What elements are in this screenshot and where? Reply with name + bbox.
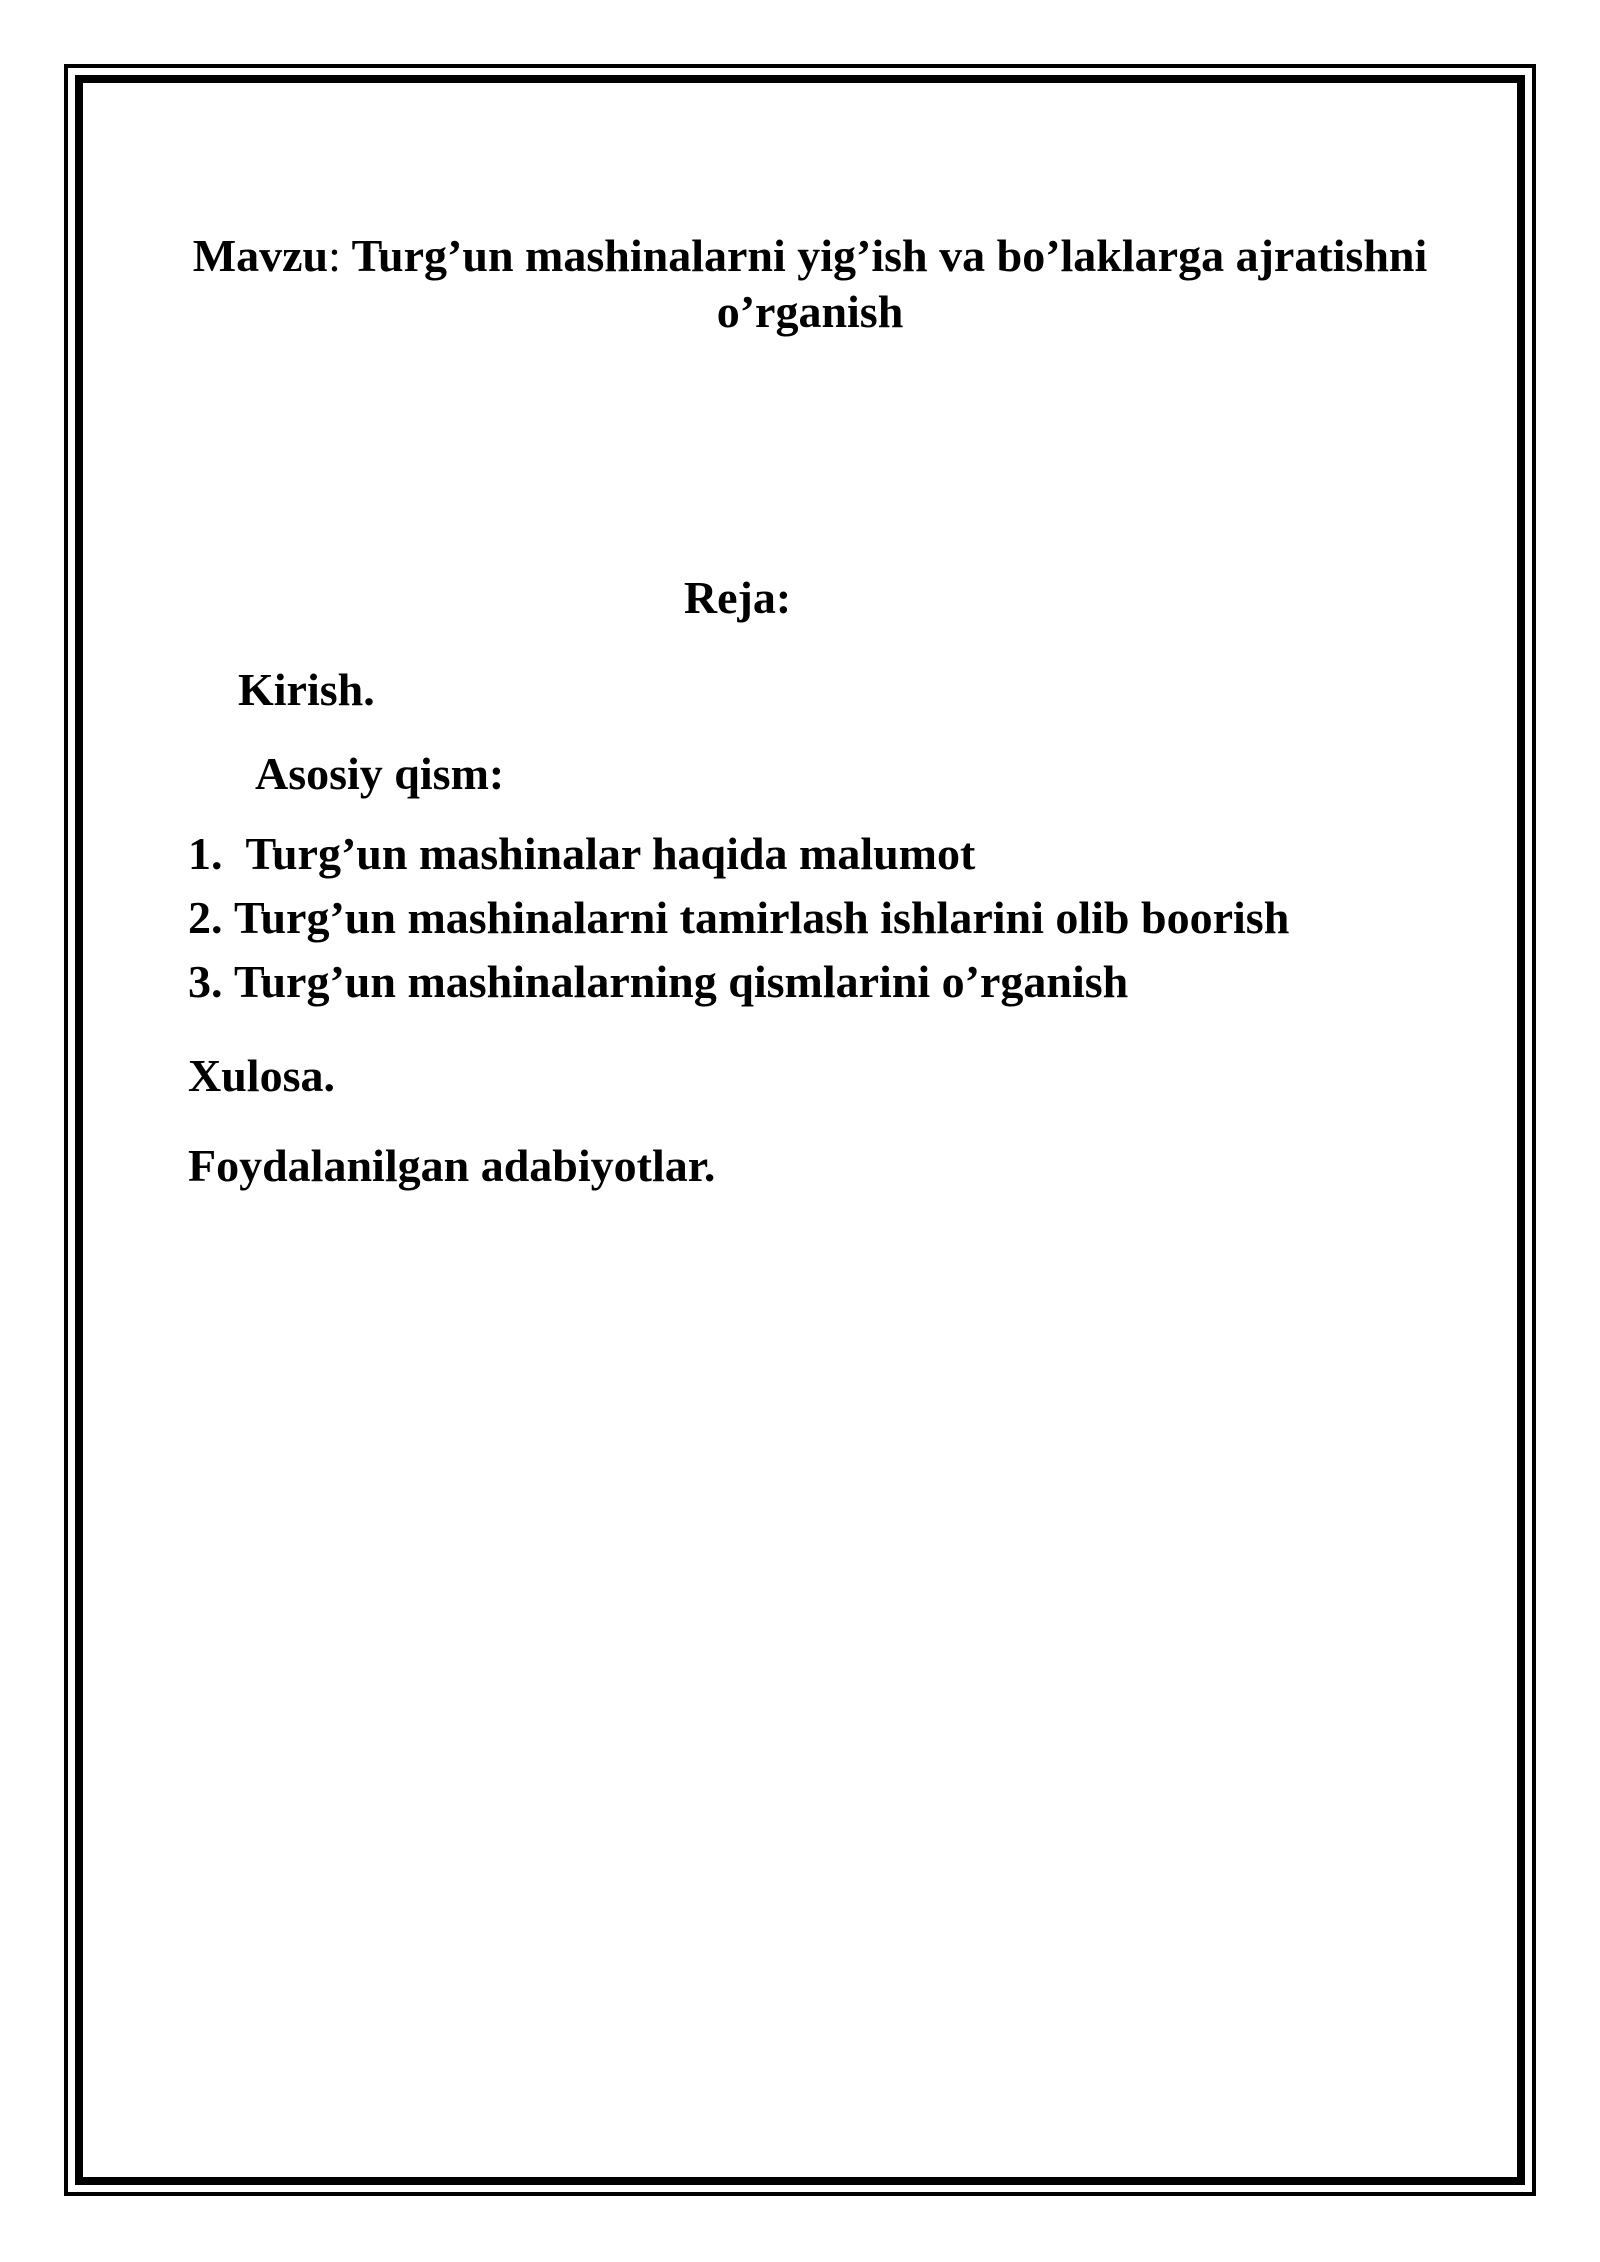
references-line: Foydalanilgan adabiyotlar. xyxy=(188,1140,716,1191)
list-item-number: 3. xyxy=(188,956,223,1007)
list-item-number: 2. xyxy=(188,892,223,943)
intro-line: Kirish. xyxy=(238,664,375,715)
main-part-line: Asosiy qism: xyxy=(255,748,505,799)
page-border-inner xyxy=(75,75,1525,2185)
list-item xyxy=(188,826,975,882)
list-item xyxy=(188,954,1128,1010)
topic-label: Mavzu xyxy=(192,230,329,281)
list-item xyxy=(188,890,1289,946)
topic-colon: : xyxy=(328,230,341,281)
list-item-text: Turg’un mashinalarning qismlarini o’rganish xyxy=(234,956,1129,1007)
list-item-text: Turg’un mashinalarni tamirlash ishlarini olib boorish xyxy=(234,892,1290,943)
plan-heading: Reja: xyxy=(683,572,792,623)
list-item-number: 1. xyxy=(188,828,223,879)
topic-title xyxy=(150,228,1470,340)
conclusion-line: Xulosa. xyxy=(188,1050,335,1101)
topic-text: Turg’un mashinalarni yig’ish va bo’laklarga ajratishni o’rganish xyxy=(351,230,1428,337)
list-item-text: Turg’un mashinalar haqida malumot xyxy=(245,828,976,879)
